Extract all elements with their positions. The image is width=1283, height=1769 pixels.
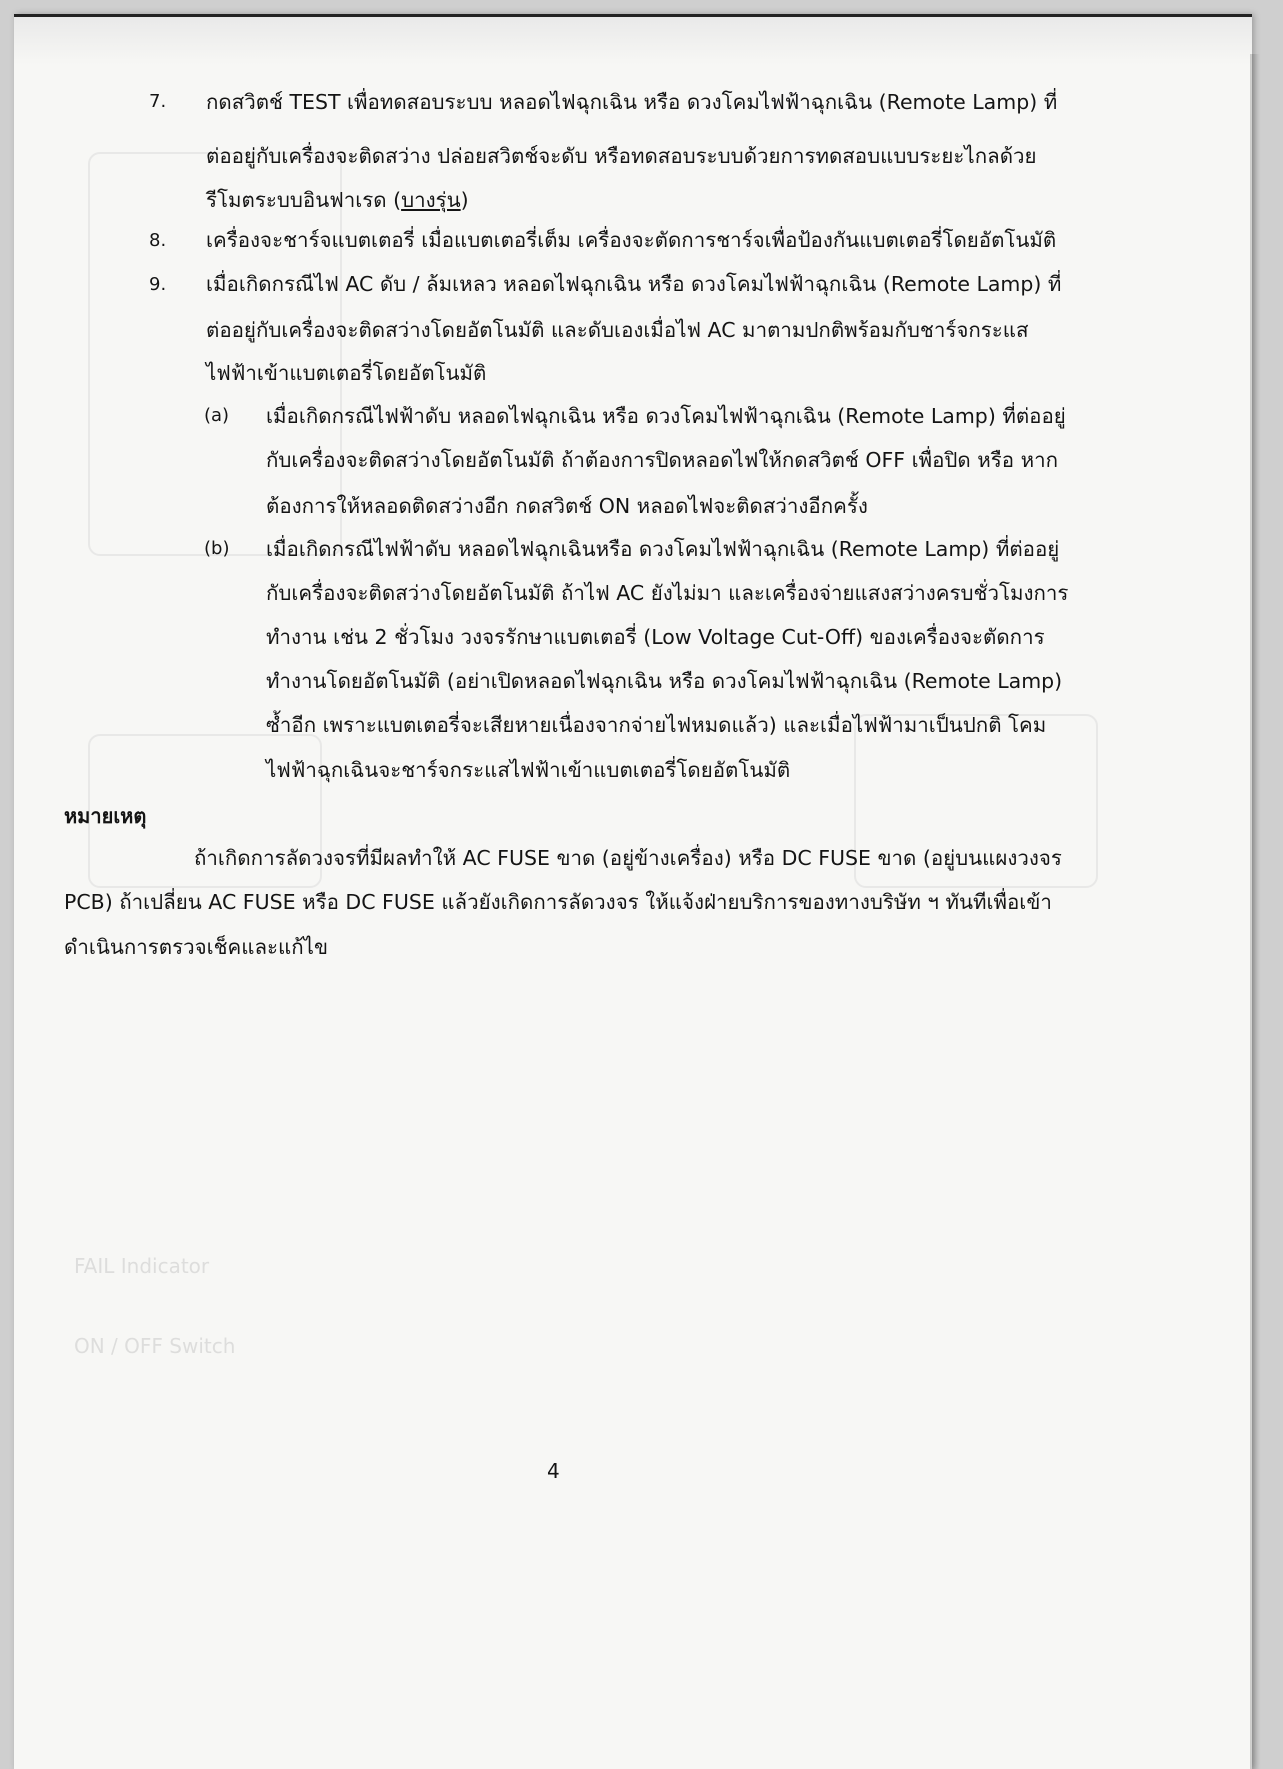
item-number: 7. [149,91,167,112]
subitem-label: (b) [204,538,230,559]
subitem-text-line: ซ้ำอีก เพราะแบตเตอรี่จะเสียหายเนื่องจากจ่ายไฟหมดแล้ว) และเมื่อไฟฟ้ามาเป็นปกติ โคม [266,713,1047,737]
model-note-underlined: บางรุ่น [401,188,461,212]
subitem-text-line: กับเครื่องจะติดสว่างโดยอัตโนมัติ ถ้าไฟ AC ยังไม่มา และเครื่องจ่ายแสงสว่างครบชั่วโมงการ [266,581,1069,605]
item-text-tail: ) [460,188,469,212]
subitem-label: (a) [204,405,230,426]
item-text-line: ต่ออยู่กับเครื่องจะติดสว่าง ปล่อยสวิตช์จะดับ หรือทดสอบระบบด้วยการทดสอบแบบระยะไกลด้วย [206,144,1037,168]
subitem-text-line: เมื่อเกิดกรณีไฟฟ้าดับ หลอดไฟฉุกเฉิน หรือ ดวงโคมไฟฟ้าฉุกเฉิน (Remote Lamp) ที่ต่ออยู่ [266,404,1066,428]
item-text-line: ต่ออยู่กับเครื่องจะติดสว่างโดยอัตโนมัติ และดับเองเมื่อไฟ AC มาตามปกติพร้อมกับชาร์จกระแส [206,318,1029,342]
note-text-line: ดำเนินการตรวจเช็คและแก้ไข [64,935,329,959]
page-number: 4 [547,1459,560,1483]
bleed-through-text: ON / OFF Switch [74,1334,236,1358]
item-text-line: เครื่องจะชาร์จแบตเตอรี่ เมื่อแบตเตอรี่เต็ม เครื่องจะตัดการชาร์จเพื่อป้องกันแบตเตอรี่โดยอัตโนมัติ [206,228,1057,252]
item-text: รีโมตระบบอินฟาเรด ( [206,188,402,212]
item-text-line-with-note [206,186,469,214]
item-text-line: เมื่อเกิดกรณีไฟ AC ดับ / ล้มเหลว หลอดไฟฉุกเฉิน หรือ ดวงโคมไฟฟ้าฉุกเฉิน (Remote Lamp) ที่ [206,272,1062,296]
subitem-text-line: ต้องการให้หลอดติดสว่างอีก กดสวิตช์ ON หลอดไฟจะติดสว่างอีกครั้ง [266,494,868,518]
subitem-text-line: ทำงานโดยอัตโนมัติ (อย่าเปิดหลอดไฟฉุกเฉิน หรือ ดวงโคมไฟฟ้าฉุกเฉิน (Remote Lamp) [266,669,1063,693]
subitem-text-line: ทำงาน เช่น 2 ชั่วโมง วงจรรักษาแบตเตอรี่ (Low Voltage Cut-Off) ของเครื่องจะตัดการ [266,625,1045,649]
document-page [14,14,1252,1769]
item-number: 8. [149,230,167,251]
subitem-text-line: เมื่อเกิดกรณีไฟฟ้าดับ หลอดไฟฉุกเฉินหรือ ดวงโคมไฟฟ้าฉุกเฉิน (Remote Lamp) ที่ต่ออยู่ [266,537,1060,561]
note-text-line: PCB) ถ้าเปลี่ยน AC FUSE หรือ DC FUSE แล้วยังเกิดการลัดวงจร ให้แจ้งฝ่ายบริการของทางบริษัท ฯ ทันทีเพื่อเข้า [64,890,1052,914]
bleed-through-text: FAIL Indicator [74,1254,210,1278]
note-heading: หมายเหตุ [64,804,147,828]
subitem-text-line: ไฟฟ้าฉุกเฉินจะชาร์จกระแสไฟฟ้าเข้าแบตเตอรี่โดยอัตโนมัติ [266,758,791,782]
subitem-text-line: กับเครื่องจะติดสว่างโดยอัตโนมัติ ถ้าต้องการปิดหลอดไฟให้กดสวิตช์ OFF เพื่อปิด หรือ หาก [266,448,1059,472]
item-text-line: กดสวิตช์ TEST เพื่อทดสอบระบบ หลอดไฟฉุกเฉิน หรือ ดวงโคมไฟฟ้าฉุกเฉิน (Remote Lamp) ที่ [206,90,1058,114]
item-number: 9. [149,274,167,295]
note-text-line: ถ้าเกิดการลัดวงจรที่มีผลทำให้ AC FUSE ขาด (อยู่ข้างเครื่อง) หรือ DC FUSE ขาด (อยู่บนแผงวงจร [194,846,1062,870]
item-text-line: ไฟฟ้าเข้าแบตเตอรี่โดยอัตโนมัติ [206,361,487,385]
